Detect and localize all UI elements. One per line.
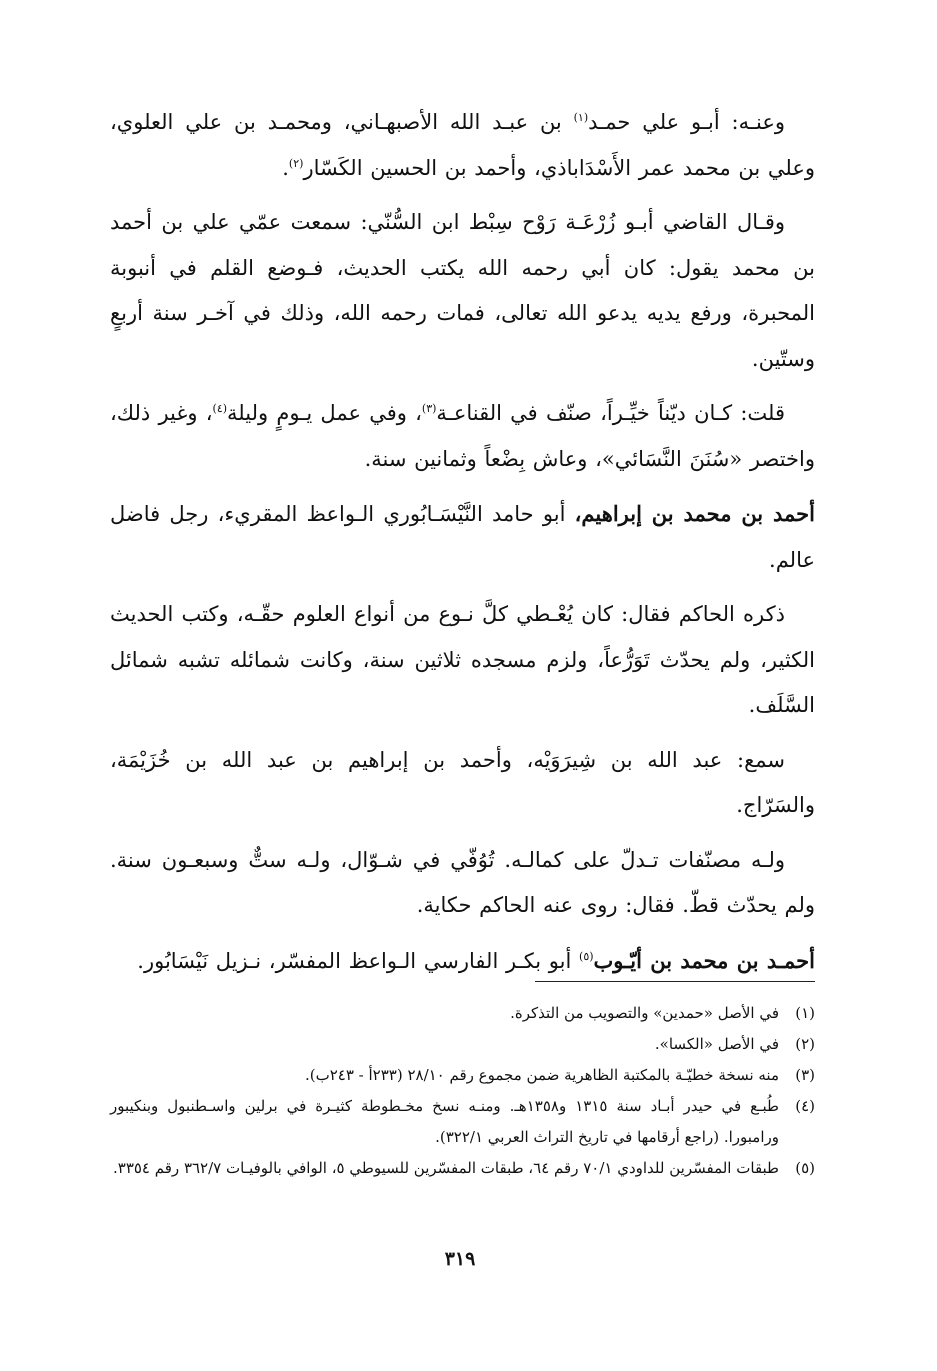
paragraph xyxy=(110,391,815,482)
footnote-number: (٢) xyxy=(795,1035,815,1053)
text-run: ولـه مصنّفات تـدلّ على كمالـه. تُوُفّي في شـوّال، ولـه ستٌّ وسبعـون سنة. ولم يحدّث قطّ. فقال: روى عنه الحاكم حكاية. xyxy=(110,847,815,917)
entry-name: أحمد بن محمد بن إبراهيم، xyxy=(574,501,815,526)
paragraph xyxy=(110,838,815,929)
text-run: بن عبـد الله الأصبهـاني، ومحمـد بن علي العلوي، وعلي بن محمد عمر الأَسْدَاباذي، وأحمد بن الحسين الكَسّار xyxy=(110,110,815,180)
text-run: ذكره الحاكم فقال: كان يُعْـطي كلَّ نـوع من أنواع العلوم حقّـه، وكتب الحديث الكثير، ولم يحدّث تَوَرُّعاً، ولزم مسجده ثلاثين سنة، وكانت شمائله تشبه شمائل السَّلَف. xyxy=(110,602,815,717)
footnote-reference: (٤) xyxy=(212,402,228,415)
text-run: أبو بكـر الفارسي الـواعظ المفسّر، نـزيل نَيْسَابُور. xyxy=(137,948,580,973)
footnote-number: (٣) xyxy=(795,1066,815,1084)
footnote xyxy=(110,1029,815,1060)
footnote-number: (٥) xyxy=(795,1159,815,1177)
footnote-number: (١) xyxy=(795,1004,815,1022)
paragraph xyxy=(110,200,815,382)
footnote-reference: (٥) xyxy=(579,949,594,963)
text-run: أبو حامد النَّيْسَـابُوري الـواعظ المقريء، رجل فاضل عالم. xyxy=(110,502,815,572)
footnote-reference: (١) xyxy=(573,111,589,124)
footnote-text: طبقات المفسّرين للداودي ٧٠/١ رقم ٦٤، طبقات المفسّرين للسيوطي ٥، الوافي بالوفيـات ٣٦٢/٧ رقم ٣٣٥٤. xyxy=(112,1159,779,1177)
text-run: وقـال القاضي أبـو زُرْعَـة رَوْح سِبْط ابن السُّنّي: سمعت عمّي علي بن أحمد بن محمد يقول: كان أبي رحمه الله يكتب الحديث، فـوضع القلم في أنبوبة المحبرة، ورفع يديه يدعو الله تعالى، فمات رحمه الله، وذلك في آخـر سنة أربعٍ وستّين. xyxy=(110,210,815,371)
footnote xyxy=(110,1153,815,1184)
text-run: ، وفي عمل يـومٍ وليلة xyxy=(227,401,422,425)
footnote-text: في الأصل «الكسا». xyxy=(654,1035,779,1053)
text-run: ، وغير ذلك، واختصر «سُنَنَ النَّسَائي»، وعاش بِضْعاً وثمانين سنة. xyxy=(110,401,815,471)
footnote-text: في الأصل «حمدين» والتصويب من التذكرة. xyxy=(510,1004,779,1022)
footnotes xyxy=(110,998,815,1184)
biography-entry xyxy=(110,491,815,583)
biography-entry xyxy=(110,938,815,985)
page-number: ٣١٩ xyxy=(444,1248,476,1270)
footnote xyxy=(110,998,815,1029)
footnote-reference: (٢) xyxy=(288,156,304,170)
footnote xyxy=(110,1060,815,1091)
footnote-text: طُبـع في حيدر أبـاد سنة ١٣١٥ و١٣٥٨هـ. ومنـه نسخ مخـطوطة كثيـرة في برلين واسـطنبول وبنكيبور ورامبورا. (راجع أرقامها في تاريخ التراث العربي ٣٢٢/١). xyxy=(110,1097,779,1146)
paragraph xyxy=(110,100,815,191)
footnote-text: منه نسخة خطيّـة بالمكتبة الظاهرية ضمن مجموع رقم ٢٨/١٠ (٢٣٣أ - ٢٤٣ب). xyxy=(304,1066,779,1084)
footnote-divider xyxy=(535,981,815,982)
text-run: . xyxy=(282,155,289,180)
footnote-number: (٤) xyxy=(795,1097,815,1115)
text-run: قلت: كـان ديّناً خيِّـراً، صنّف في القناعـة xyxy=(436,401,786,425)
entry-name: أحمـد بن محمد بن أيّـوب xyxy=(593,947,815,973)
footnote-reference: (٣) xyxy=(421,402,437,415)
paragraph xyxy=(110,592,815,729)
main-text xyxy=(110,100,815,993)
text-run: سمع: عبد الله بن شِيرَوَيْه، وأحمد بن إبراهيم بن عبد الله بن خُزَيْمَة، والسَرّاج. xyxy=(110,747,815,817)
text-run: وعنـه: أبـو علي حمـد xyxy=(588,110,785,134)
footnote xyxy=(110,1091,815,1153)
paragraph xyxy=(110,738,815,829)
